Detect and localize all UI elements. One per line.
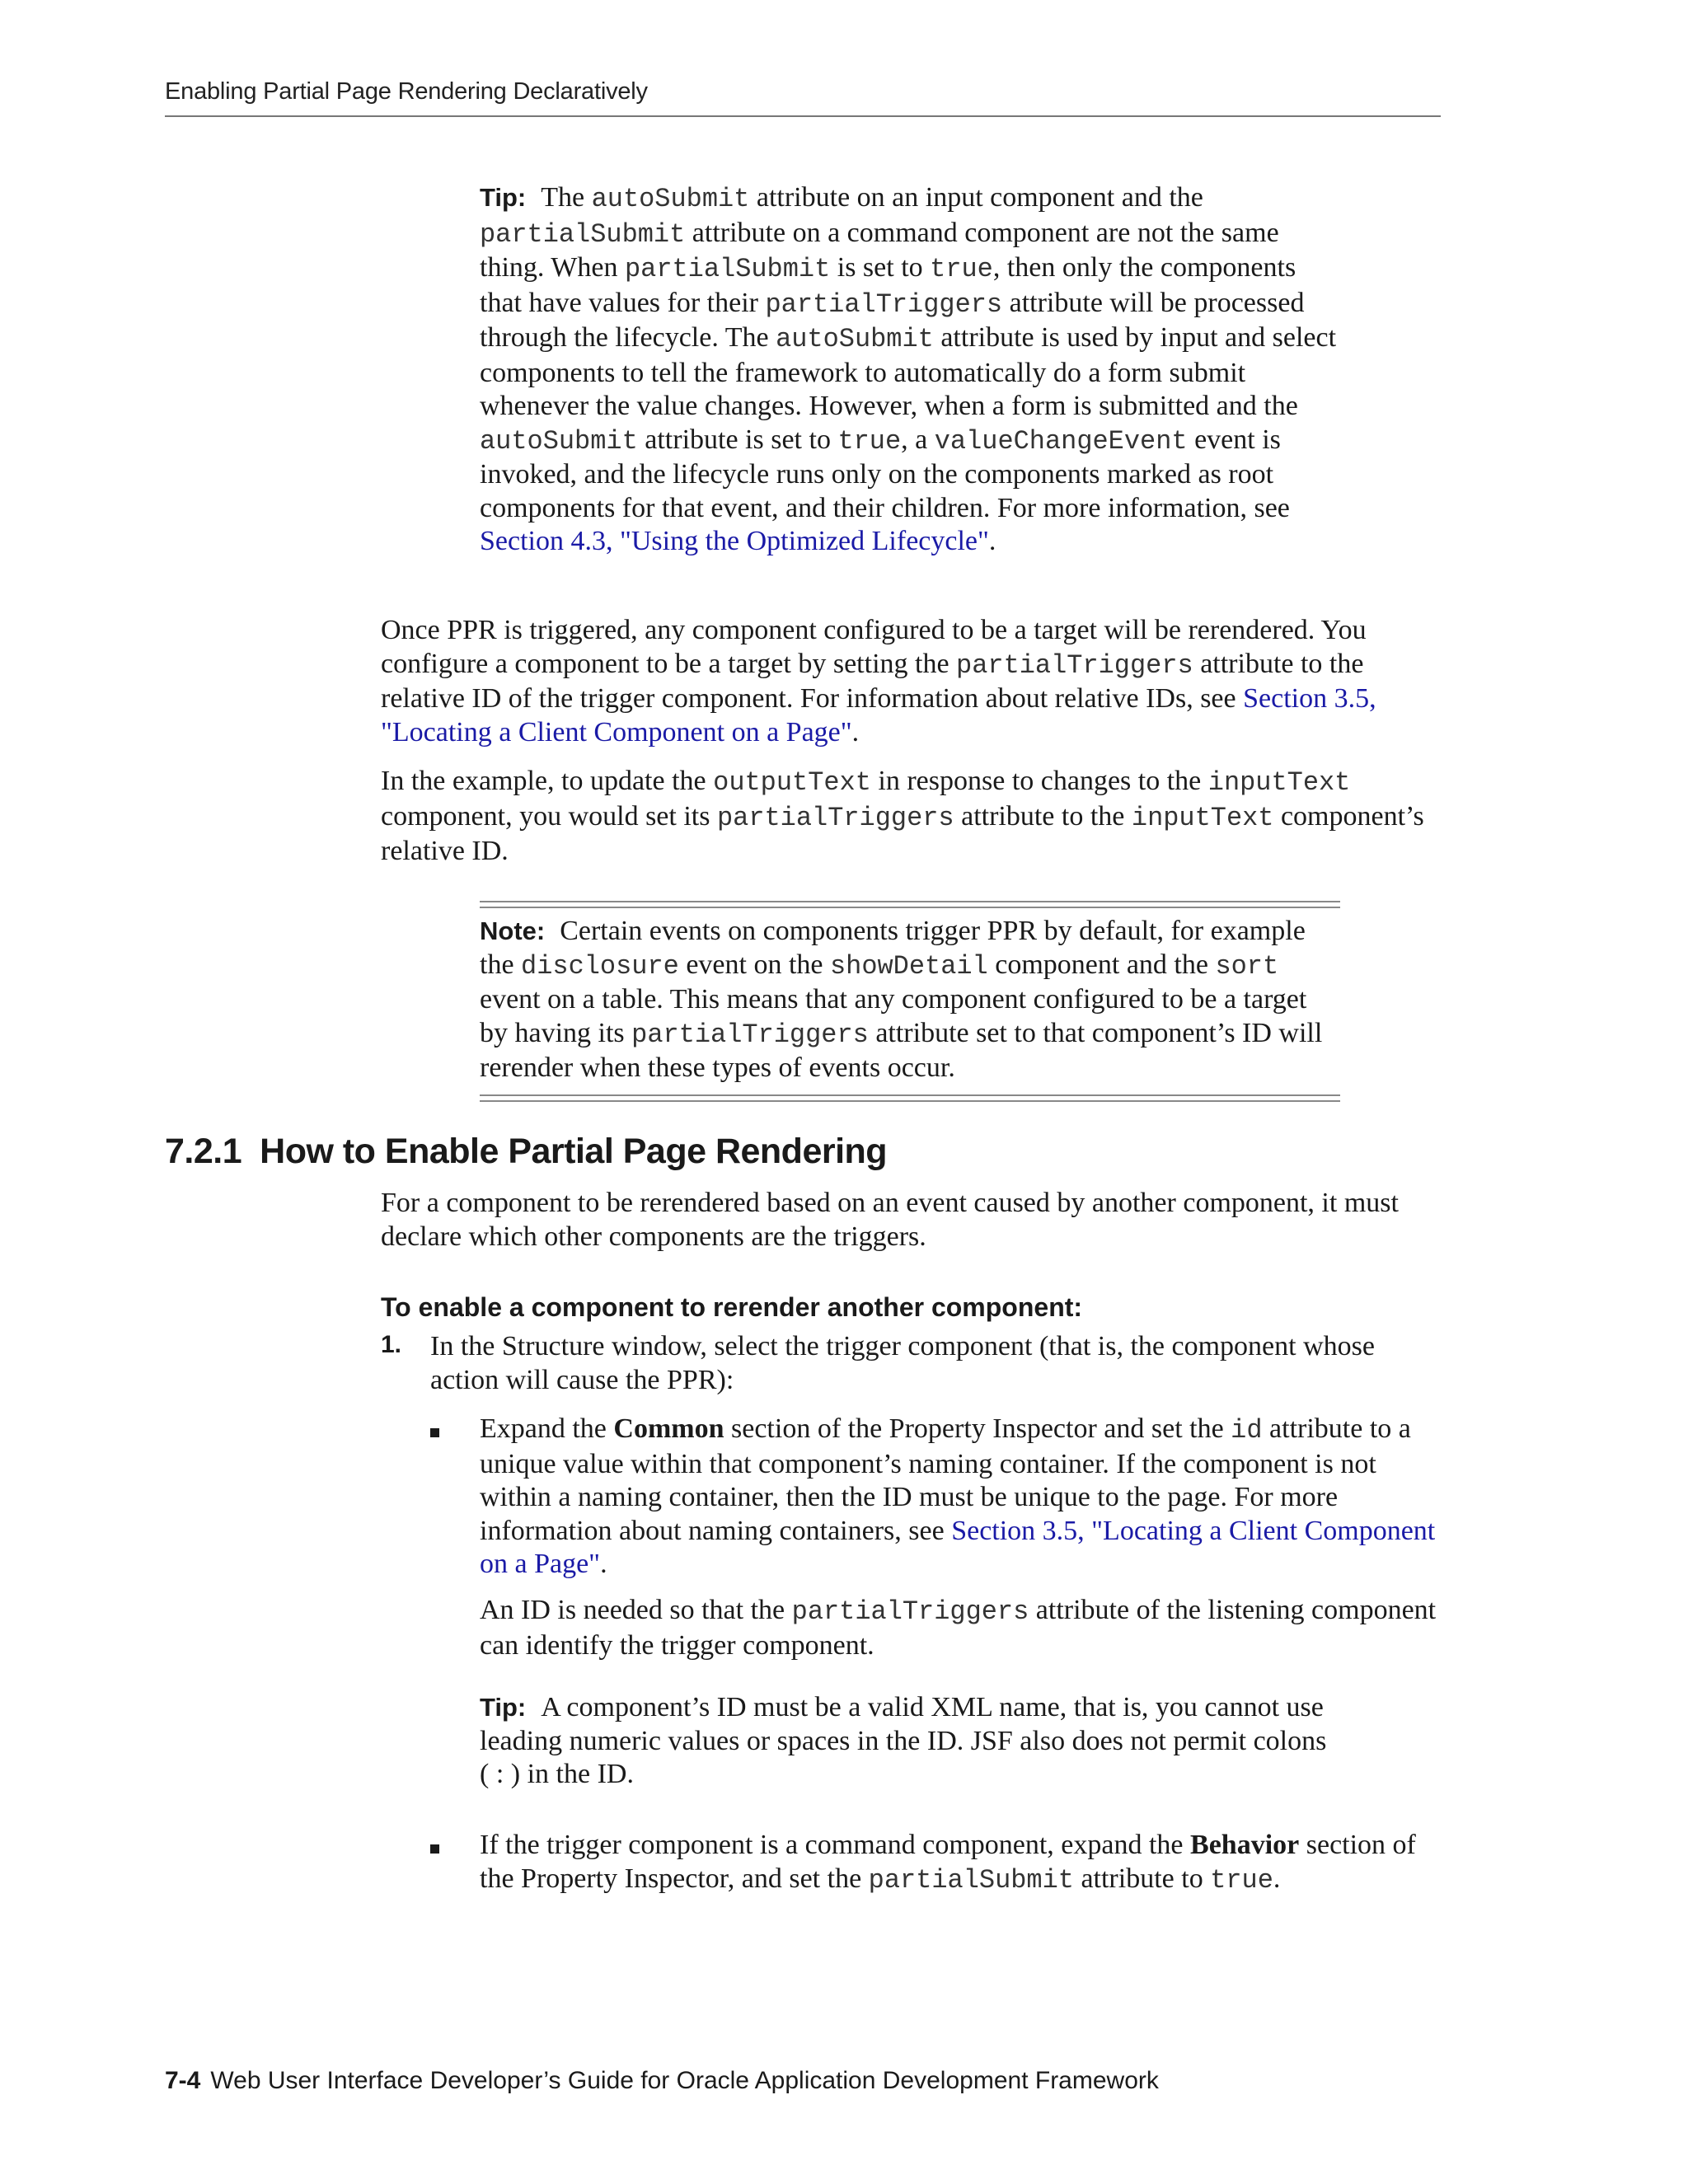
text-run: attribute set to that component’s ID will rerender when these types of events occur.: [480, 1017, 1323, 1083]
text-run: in response to changes to the: [870, 766, 1208, 796]
code-term: disclosure: [521, 950, 679, 982]
code-term: true: [837, 425, 902, 457]
text-run: .: [851, 716, 860, 748]
tip-label: Tip:: [480, 1693, 527, 1722]
book-title: Web User Interface Developer’s Guide for Oracle Application Development Framework: [210, 2067, 1159, 2094]
text-run: component and the: [987, 949, 1216, 980]
text-run: .: [600, 1549, 607, 1579]
ui-term: Behavior: [1190, 1830, 1300, 1860]
bullet-item: [480, 1413, 1444, 1582]
text-run: Certain events on components trigger PPR by default, for example the: [480, 916, 1306, 980]
section-heading: [165, 1132, 887, 1172]
text-run: event on the: [678, 949, 830, 980]
section-intro: For a component to be rerendered based on an event caused by another component, it must declare which other components are the triggers.: [381, 1188, 1399, 1252]
running-header: Enabling Partial Page Rendering Declaratively: [165, 78, 648, 105]
tip-block: [480, 1691, 1337, 1792]
text-run: attribute on an input component and the: [749, 182, 1203, 213]
bullet-item: [480, 1829, 1444, 1897]
note-label: Note:: [480, 916, 546, 945]
note-block: [480, 915, 1337, 1085]
bullet-marker: [430, 1428, 439, 1437]
text-run: attribute is set to: [637, 424, 838, 455]
tip-label: Tip:: [480, 183, 527, 212]
text-run: An ID is needed so that the: [480, 1595, 792, 1625]
text-run: .: [988, 526, 996, 556]
link-optimized-lifecycle[interactable]: Section 4.3, "Using the Optimized Lifecycle": [480, 526, 989, 556]
text-run: event on a table. This means that any component configured to be a target by having its: [480, 984, 1307, 1048]
text-run: attribute to the relative ID of the trigger component. For information about relative IDs, see: [381, 648, 1364, 714]
step-number: 1.: [381, 1331, 402, 1358]
code-term: partialTriggers: [716, 802, 954, 833]
code-term: partialTriggers: [631, 1019, 869, 1050]
code-term: outputText: [713, 767, 871, 798]
code-term: partialTriggers: [765, 288, 1003, 320]
code-term: inputText: [1131, 802, 1274, 833]
text-run: .: [1273, 1863, 1281, 1894]
code-term: valueChangeEvent: [934, 425, 1188, 457]
text-run: attribute is used by input and select components to tell the framework to automatically do a form submit whenever the value changes. However, when a form is submitted and the: [480, 322, 1337, 421]
section-number: 7.2.1: [165, 1132, 242, 1171]
code-term: partialSubmit: [480, 218, 686, 250]
code-term: showDetail: [829, 950, 988, 982]
step-text: In the Structure window, select the trigger component (that is, the component whose action will cause the PPR):: [430, 1331, 1375, 1395]
code-term: partialSubmit: [624, 254, 831, 284]
text-run: , a: [901, 424, 935, 455]
link-locating-client-component[interactable]: Section 3.5, "Locating a Client Component on a Page": [381, 683, 1376, 748]
tip-block: [480, 181, 1337, 559]
text-run: attribute to a unique value within that component’s naming container. If the component is not within a naming container, then the ID must be unique to the page. For more information about naming containers, see: [480, 1413, 1411, 1546]
code-term: partialSubmit: [868, 1864, 1074, 1896]
code-term: partialTriggers: [956, 649, 1193, 681]
text-run: attribute to: [1073, 1863, 1211, 1894]
text-run: The: [541, 182, 592, 213]
text-run: event is invoked, and the lifecycle runs only on the components marked as root components for that event, and their children. For more information, see: [480, 424, 1290, 523]
text-run: attribute of the listening component can identify the trigger component.: [480, 1595, 1437, 1661]
link-locating-client-component[interactable]: Section 3.5, "Locating a Client Component on a Page": [480, 1515, 1436, 1579]
code-term: inputText: [1207, 767, 1351, 798]
note-bottom-rule: [480, 1094, 1340, 1102]
text-run: section of the Property Inspector, and set the: [480, 1830, 1416, 1894]
procedure-title: To enable a component to rerender another component:: [381, 1292, 1083, 1322]
text-run: A component’s ID must be a valid XML name, that is, you cannot use leading numeric values or spaces in the ID. JSF also does not permit colons ( : ) in the ID.: [480, 1692, 1327, 1789]
ui-term: Common: [613, 1413, 724, 1444]
text-run: attribute on a command component are not the same thing. When: [480, 217, 1279, 283]
text-run: attribute to the: [954, 800, 1132, 832]
text-run: is set to: [830, 252, 931, 283]
text-run: Once PPR is triggered, any component configured to be a target will be rerendered. You configure a component to be a target by setting the: [381, 615, 1367, 679]
bullet-marker: [430, 1844, 439, 1854]
page-number: 7-4: [165, 2067, 201, 2094]
code-term: true: [930, 254, 993, 284]
page-footer: [165, 2067, 1159, 2095]
section-title: How to Enable Partial Page Rendering: [260, 1132, 888, 1171]
code-term: autoSubmit: [776, 324, 934, 354]
code-term: partialTriggers: [791, 1596, 1029, 1627]
text-run: section of the Property Inspector and set the: [724, 1413, 1231, 1444]
code-term: id: [1231, 1415, 1263, 1446]
note-top-rule: [480, 901, 1340, 908]
code-term: autoSubmit: [480, 425, 638, 457]
bullet-subparagraph: [480, 1594, 1444, 1662]
paragraph: [381, 765, 1444, 869]
code-term: sort: [1215, 950, 1279, 982]
text-run: Expand the: [480, 1413, 614, 1444]
header-divider: [165, 115, 1441, 117]
text-run: If the trigger component is a command component, expand the: [480, 1830, 1191, 1860]
text-run: component, you would set its: [381, 800, 717, 832]
paragraph: [381, 614, 1444, 749]
code-term: true: [1210, 1864, 1273, 1896]
text-run: component’s relative ID.: [381, 800, 1424, 866]
text-run: In the example, to update the: [381, 766, 714, 796]
text-run: , then only the components that have values for their: [480, 252, 1296, 318]
text-run: attribute will be processed through the lifecycle. The: [480, 287, 1305, 353]
code-term: autoSubmit: [591, 184, 750, 214]
